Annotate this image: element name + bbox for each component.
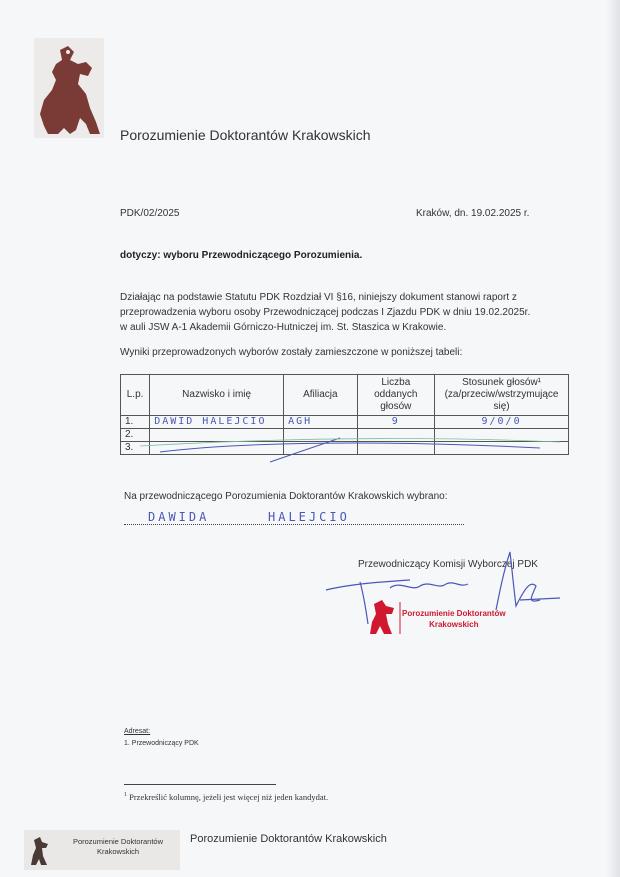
header-logo [34, 38, 104, 138]
scan-shadow-edge [606, 0, 620, 877]
table-cell-handwritten: AGH [284, 416, 357, 429]
footnote-rule [124, 784, 276, 785]
paragraph-line: w auli JSW A-1 Akademii Górniczo-Hutniczej im. St. Staszica w Krakowie. [120, 322, 447, 333]
table-cell: 2. [121, 429, 150, 442]
footnote [124, 792, 328, 802]
table-cell-handwritten: 9/0/0 [435, 416, 569, 429]
elected-first-name: DAWIDA [148, 510, 210, 524]
document-paragraph [120, 290, 572, 335]
results-intro: Wyniki przeprowadzonych wyborów zostały zamieszczone w poniższej tabeli: [120, 347, 463, 358]
paragraph-line: Działając na podstawie Statutu PDK Rozdział VI §16, niniejszy dokument stanowi raport z [120, 292, 517, 303]
table-cell: 1. [121, 416, 150, 429]
elected-last-name: HALEJCIO [268, 510, 350, 524]
table-header-cell: Nazwisko i imię [150, 375, 284, 416]
footnote-marker: 1 [124, 792, 127, 799]
addressee-item: 1. Przewodniczący PDK [124, 740, 199, 747]
footnote-text: Przekreślić kolumnę, jeżeli jest więcej niż jeden kandydat. [127, 792, 329, 802]
table-cell-handwritten: DAWID HALEJCIO [150, 416, 284, 429]
paragraph-line: przeprowadzenia wyboru osoby Przewodniczącej podczas I Zjazdu PDK w dniu 19.02.2025r. [120, 307, 531, 318]
footer-logo-text [60, 837, 176, 857]
table-header-cell: Stosunek głosów¹ (za/przeciw/wstrzymujące się) [435, 375, 569, 416]
strikeout-lines [120, 418, 570, 464]
header-org-name: Porozumienie Doktorantów Krakowskich [120, 127, 371, 143]
stamp-text [402, 608, 506, 630]
document-place-date: Kraków, dn. 19.02.2025 r. [416, 208, 530, 219]
pdk-dragon-logo-icon [34, 38, 104, 138]
document-reference: PDK/02/2025 [120, 208, 180, 219]
elected-dotted-line [124, 524, 464, 525]
stamp-line: Krakowskich [429, 620, 479, 629]
addressee-label: Adresat: [124, 728, 151, 735]
stamp-line: Porozumienie Doktorantów [402, 609, 506, 618]
table-cell-handwritten: 9 [357, 416, 435, 429]
table-header-cell: L.p. [121, 375, 150, 416]
elected-statement: Na przewodniczącego Porozumienia Doktorantów Krakowskich wybrano: [124, 491, 448, 502]
table-cell: 3. [121, 442, 150, 455]
table-header-row [121, 375, 569, 416]
table-header-cell: Afiliacja [284, 375, 357, 416]
footer-logo-line: Krakowskich [96, 847, 140, 856]
footer-org-name: Porozumienie Doktorantów Krakowskich [190, 833, 387, 845]
document-subject: dotyczy: wyboru Przewodniczącego Porozumienia. [120, 250, 363, 261]
table-header-cell: Liczba oddanych głosów [357, 375, 435, 416]
footer-dragon-icon [28, 836, 50, 866]
committee-chair-label: Przewodniczący Komisji Wyborczej PDK [358, 559, 538, 570]
footer-logo-line: Porozumienie Doktorantów [72, 837, 164, 846]
